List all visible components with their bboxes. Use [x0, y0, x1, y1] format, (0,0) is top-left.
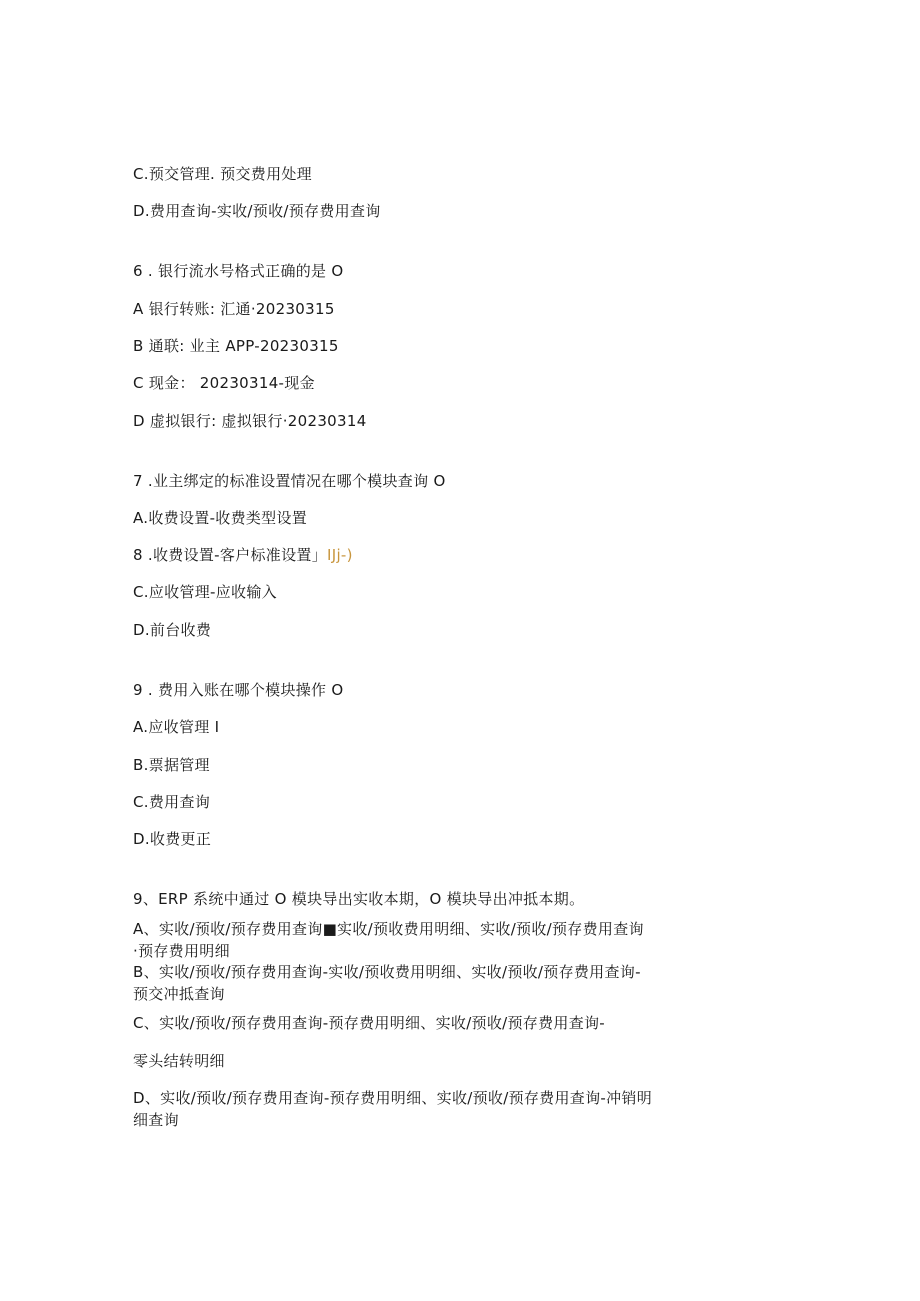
option-a-erp-line2: ·预存费用明细	[133, 942, 230, 960]
option-b-erp-line2: 预交冲抵查询	[133, 985, 225, 1003]
option-b-erp-line1: B、实收/预收/预存费用查询-实收/预收费用明细、实收/预收/预存费用查询-	[133, 963, 641, 981]
option-d-erp-line2: 细查询	[133, 1111, 179, 1129]
option-c-q9: C.费用查询	[133, 793, 211, 811]
option-8-q7	[133, 545, 353, 565]
option-c-q7: C.应收管理-应收输入	[133, 583, 277, 601]
option-c-q6: C 现金： 20230314-现金	[133, 374, 315, 392]
option-a-erp-line1: A、实收/预收/预存费用查询■实收/预收费用明细、实收/预收/预存费用查询	[133, 920, 644, 938]
question-9: 9 . 费用入账在哪个模块操作 O	[133, 681, 344, 699]
option-a-q6: A 银行转账: 汇通·20230315	[133, 300, 335, 318]
option-d-q5: D.费用查询-实收/预收/预存费用查询	[133, 202, 381, 220]
question-6: 6 . 银行流水号格式正确的是 O	[133, 262, 344, 280]
option-d-q6: D 虚拟银行: 虚拟银行·20230314	[133, 412, 367, 430]
option-d-q9: D.收费更正	[133, 830, 212, 848]
option-b-q6: B 通联: 业主 APP-20230315	[133, 337, 339, 355]
option-a-q7: A.收费设置-收费类型设置	[133, 509, 308, 527]
option-d-q7: D.前台收费	[133, 621, 212, 639]
option-8-text: 8 .收费设置-客户标准设置」	[133, 546, 327, 564]
question-7: 7 .业主绑定的标准设置情况在哪个模块查询 O	[133, 472, 446, 490]
option-b-q9: B.票据管理	[133, 756, 210, 774]
option-c-q5: C.预交管理. 预交费用处理	[133, 165, 312, 183]
option-8-mark: IJj-)	[327, 546, 353, 564]
option-d-erp-line1: D、实收/预收/预存费用查询-预存费用明细、实收/预收/预存费用查询-冲销明	[133, 1089, 652, 1107]
option-c-erp-line2: 零头结转明细	[133, 1052, 225, 1070]
option-c-erp-line1: C、实收/预收/预存费用查询-预存费用明细、实收/预收/预存费用查询-	[133, 1014, 606, 1032]
option-a-q9: A.应收管理 I	[133, 718, 220, 736]
question-9-erp: 9、ERP 系统中通过 O 模块导出实收本期，O 模块导出冲抵本期。	[133, 890, 585, 908]
